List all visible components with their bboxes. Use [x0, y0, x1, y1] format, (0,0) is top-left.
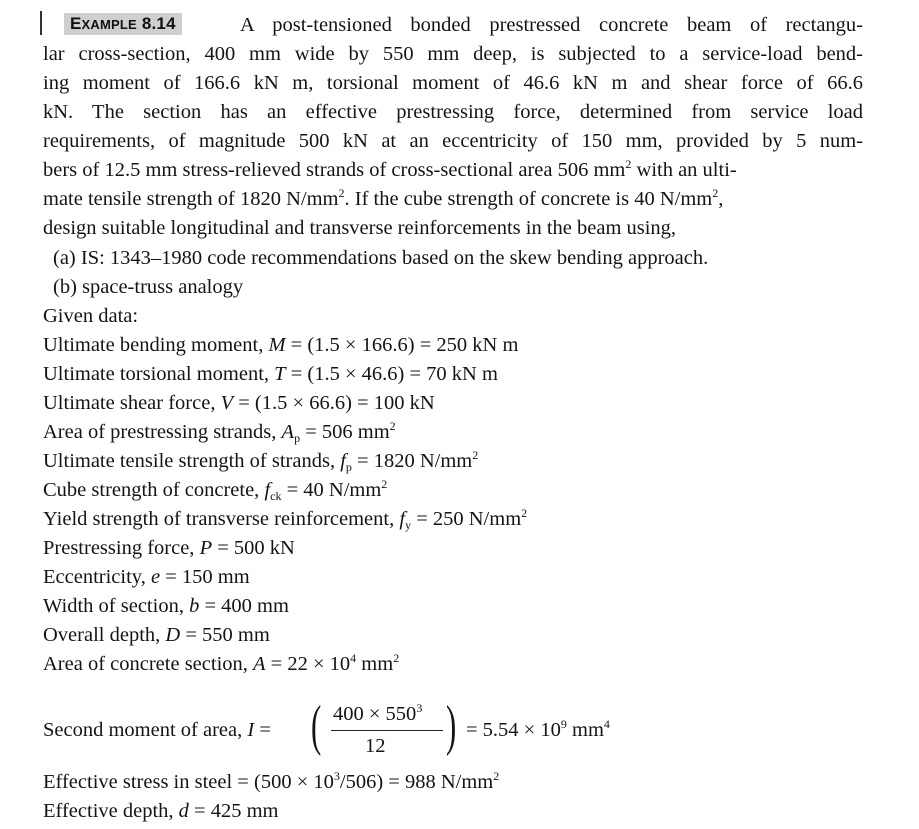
problem-line-5: requirements, of magnitude 500 kN at an eccentricity of 150 mm, provided by 5 num-	[43, 130, 863, 152]
example-number: 8.14	[141, 14, 176, 33]
value: = 250 N/mm	[411, 508, 522, 530]
symbol: I	[247, 719, 255, 741]
value: = 550 mm	[180, 624, 270, 646]
superscript: 9	[560, 717, 567, 731]
example-label	[64, 13, 182, 35]
given-concrete-area	[43, 652, 863, 676]
symbol: A	[253, 653, 266, 675]
value: = 1820 N/mm	[351, 450, 473, 472]
value: = 150 mm	[160, 566, 250, 588]
given-strand-area	[43, 420, 863, 444]
value-tail: /506) = 988 N/mm	[339, 771, 494, 793]
value: = 40 N/mm	[281, 479, 382, 501]
given-bending-moment	[43, 333, 863, 357]
superscript: 2	[393, 651, 400, 665]
fraction-bar	[331, 730, 443, 731]
superscript: 2	[493, 769, 500, 783]
unit: mm	[356, 653, 394, 675]
right-paren: )	[446, 695, 457, 757]
label: Eccentricity,	[43, 566, 151, 588]
effective-depth	[43, 799, 863, 823]
label: Effective depth,	[43, 800, 179, 822]
problem-line-8: design suitable longitudinal and transverse reinforcements in the beam using,	[43, 217, 677, 239]
part-b: (b) space-truss analogy	[53, 276, 244, 298]
value: = 22 × 10	[265, 653, 351, 675]
symbol: d	[178, 800, 189, 822]
problem-line-1: A post-tensioned bonded prestressed concrete beam of rectangu-	[240, 14, 863, 36]
value: = (1.5 × 66.6) = 100 kN	[233, 392, 435, 414]
label: Ultimate torsional moment,	[43, 363, 275, 385]
symbol: D	[165, 624, 181, 646]
problem-line-7-text: mate tensile strength of 1820 N/mm	[43, 188, 339, 210]
given-cube-strength	[43, 478, 863, 502]
label: Area of prestressing strands,	[43, 421, 282, 443]
left-paren: (	[311, 695, 322, 757]
given-strand-strength	[43, 449, 863, 473]
given-prestressing-force	[43, 536, 863, 560]
superscript: 3	[333, 769, 340, 783]
fraction-numerator	[333, 702, 422, 726]
equals: =	[254, 719, 271, 741]
symbol: T	[274, 363, 286, 385]
example-label-word: XAMPLE	[81, 17, 137, 32]
subscript: y	[405, 518, 412, 532]
symbol: A	[281, 421, 295, 443]
given-width	[43, 594, 863, 618]
problem-line-7	[43, 187, 863, 211]
example-label-initial: E	[70, 14, 82, 33]
problem-line-2: lar cross-section, 400 mm wide by 550 mm deep, is subjected to a service-load bend-	[43, 43, 863, 65]
superscript: 3	[416, 701, 423, 715]
second-moment-result	[466, 718, 610, 742]
superscript: 4	[603, 717, 610, 731]
symbol: e	[150, 566, 161, 588]
superscript: 2	[521, 506, 528, 520]
value: = 506 mm	[300, 421, 390, 443]
value: = (1.5 × 46.6) = 70 kN m	[285, 363, 498, 385]
problem-line-3: ing moment of 166.6 kN m, torsional moment of 46.6 kN m and shear force of 66.6	[43, 72, 863, 94]
value: = 400 mm	[199, 595, 289, 617]
superscript: 2	[338, 186, 345, 200]
superscript: 2	[389, 419, 396, 433]
superscript: 2	[712, 186, 719, 200]
symbol: M	[268, 334, 286, 356]
superscript: 2	[472, 448, 479, 462]
label: Overall depth,	[43, 624, 166, 646]
subscript: ck	[270, 489, 282, 503]
given-shear-force	[43, 391, 863, 415]
second-moment-equation	[43, 696, 803, 766]
given-torsional-moment	[43, 362, 863, 386]
given-depth	[43, 623, 863, 647]
problem-line-7-mid: . If the cube strength of concrete is 40 N/mm	[344, 188, 713, 210]
numerator: 400 × 550	[333, 703, 417, 725]
superscript: 4	[350, 651, 357, 665]
given-data-heading: Given data:	[43, 305, 139, 327]
given-eccentricity	[43, 565, 863, 589]
problem-line-7-tail: ,	[718, 188, 724, 210]
symbol: P	[199, 537, 213, 559]
margin-marker	[40, 11, 42, 35]
problem-line-6-tail: with an ulti-	[631, 159, 737, 181]
value: = 5.54 × 10	[466, 719, 561, 741]
fraction-denominator: 12	[365, 735, 386, 757]
symbol: f	[340, 450, 346, 472]
label: Area of concrete section,	[43, 653, 254, 675]
second-moment-label	[43, 718, 271, 742]
symbol: b	[189, 595, 200, 617]
symbol: V	[220, 392, 234, 414]
problem-line-4: kN. The section has an effective prestressing force, determined from service load	[43, 101, 863, 123]
symbol: f	[399, 508, 406, 530]
superscript: 2	[625, 157, 632, 171]
unit: mm	[566, 719, 604, 741]
label: Ultimate shear force,	[43, 392, 221, 414]
symbol: f	[264, 479, 271, 501]
label: Cube strength of concrete,	[43, 479, 265, 501]
value: = 425 mm	[188, 800, 279, 822]
problem-line-6-text: bers of 12.5 mm stress-relieved strands of cross-sectional area 506 mm	[43, 159, 626, 181]
subscript: p	[345, 460, 352, 474]
problem-line-6	[43, 158, 863, 182]
label: Prestressing force,	[43, 537, 200, 559]
value: = 500 kN	[212, 537, 295, 559]
label: Yield strength of transverse reinforcement,	[43, 508, 400, 530]
subscript: p	[294, 431, 301, 445]
label: Width of section,	[43, 595, 190, 617]
label: Ultimate bending moment,	[43, 334, 269, 356]
given-yield-strength	[43, 507, 863, 531]
value: = (1.5 × 166.6) = 250 kN m	[285, 334, 519, 356]
part-a: (a) IS: 1343–1980 code recommendations based on the skew bending approach.	[53, 247, 709, 269]
effective-stress	[43, 770, 863, 794]
label: Second moment of area,	[43, 719, 248, 741]
label: Ultimate tensile strength of strands,	[43, 450, 341, 472]
value: Effective stress in steel = (500 × 10	[43, 771, 334, 793]
superscript: 2	[381, 477, 388, 491]
